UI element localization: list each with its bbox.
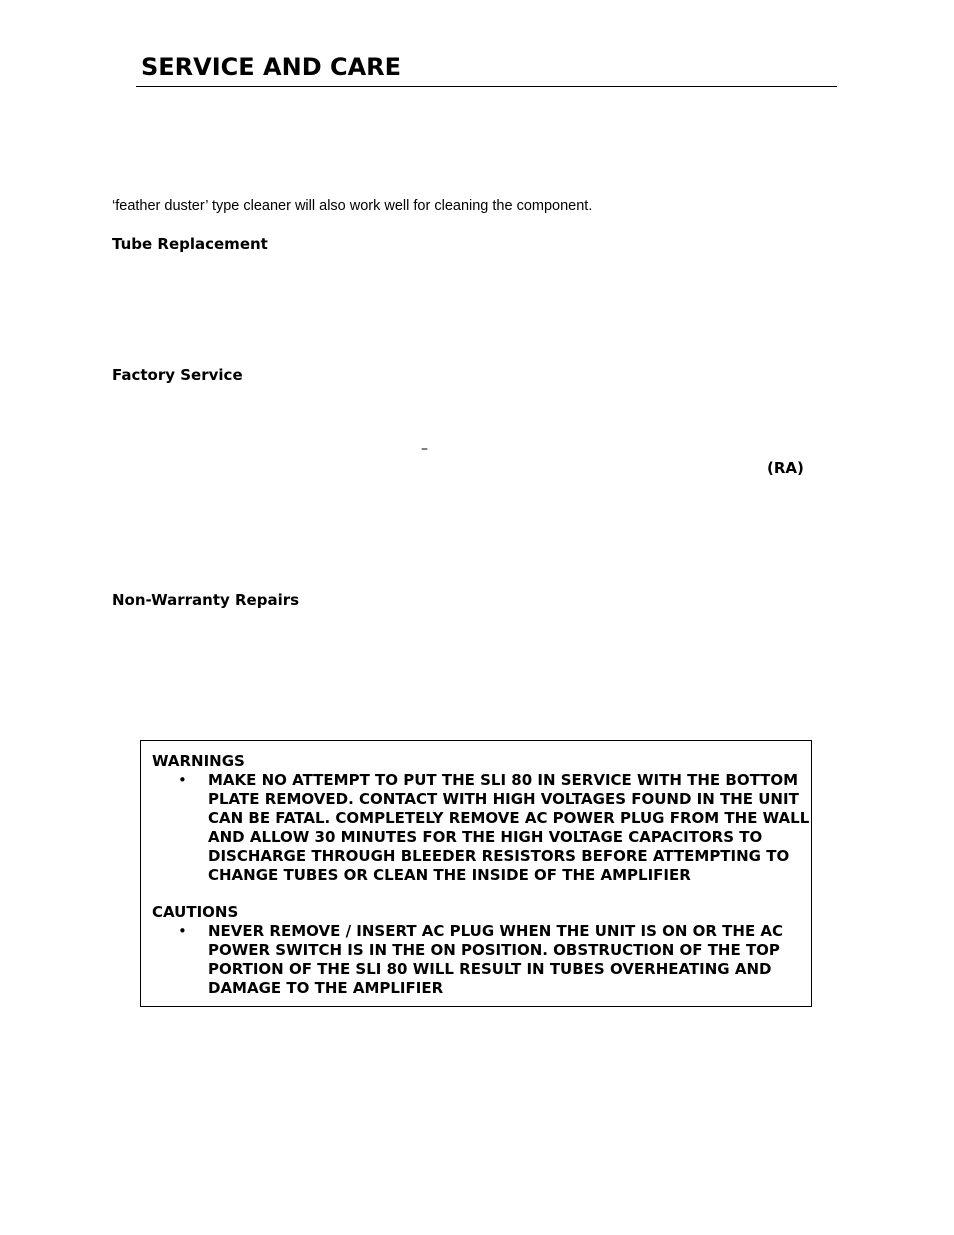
- non-warranty-repairs-heading: Non-Warranty Repairs: [112, 591, 300, 609]
- dash-mark: –: [421, 441, 428, 457]
- cleaning-paragraph: ‘feather duster’ type cleaner will also work well for cleaning the component.: [112, 198, 593, 214]
- tube-replacement-heading: Tube Replacement: [112, 235, 268, 253]
- cautions-line: NEVER REMOVE / INSERT AC PLUG WHEN THE UNIT IS ON OR THE AC: [208, 922, 784, 940]
- page-title: SERVICE AND CARE: [141, 53, 402, 81]
- warnings-bullet: •: [178, 771, 187, 789]
- warnings-line: MAKE NO ATTEMPT TO PUT THE SLI 80 IN SERVICE WITH THE BOTTOM: [208, 771, 799, 789]
- title-rule: [136, 86, 837, 87]
- cautions-bullet: •: [178, 922, 187, 940]
- warnings-cautions-box: [140, 740, 812, 1007]
- warnings-line: DISCHARGE THROUGH BLEEDER RESISTORS BEFORE ATTEMPTING TO: [208, 847, 790, 865]
- factory-service-heading: Factory Service: [112, 366, 243, 384]
- warnings-text: [208, 771, 808, 885]
- cautions-label: CAUTIONS: [152, 903, 239, 921]
- warnings-line: PLATE REMOVED. CONTACT WITH HIGH VOLTAGES FOUND IN THE UNIT: [208, 790, 799, 808]
- ra-label: (RA): [767, 459, 804, 477]
- warnings-line: AND ALLOW 30 MINUTES FOR THE HIGH VOLTAGE CAPACITORS TO: [208, 828, 763, 846]
- warnings-line: CHANGE TUBES OR CLEAN THE INSIDE OF THE AMPLIFIER: [208, 866, 691, 884]
- warnings-line: CAN BE FATAL. COMPLETELY REMOVE AC POWER PLUG FROM THE WALL: [208, 809, 810, 827]
- cautions-text: [208, 922, 808, 998]
- cautions-line: POWER SWITCH IS IN THE ON POSITION. OBSTRUCTION OF THE TOP: [208, 941, 780, 959]
- cautions-line: DAMAGE TO THE AMPLIFIER: [208, 979, 444, 997]
- warnings-label: WARNINGS: [152, 752, 245, 770]
- cautions-line: PORTION OF THE SLI 80 WILL RESULT IN TUBES OVERHEATING AND: [208, 960, 772, 978]
